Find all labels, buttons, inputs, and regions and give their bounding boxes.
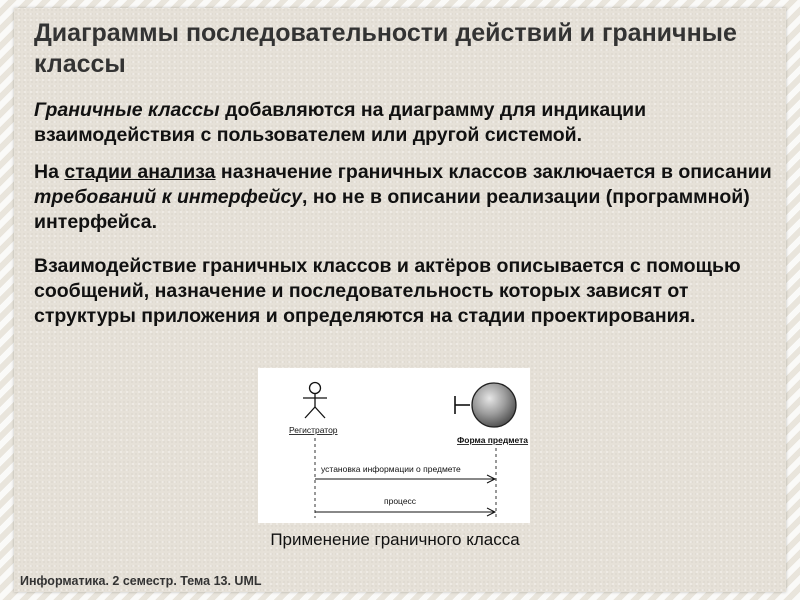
- actor-icon: [303, 383, 327, 419]
- paragraph-text: , но не в описании реализации (программной) интерфейса.: [34, 186, 750, 233]
- slide-title: Диаграммы последовательности действий и граничные классы: [34, 19, 737, 78]
- boundary-class-icon: [455, 383, 516, 427]
- paragraph-text: добавляются на диаграмму для индикации взаимодействия с пользователем или другой системой.: [34, 99, 647, 146]
- paragraph-analysis-stage: [34, 160, 774, 235]
- term-interface-requirements: требований к интерфейсу: [34, 186, 302, 208]
- paragraph-text: назначение граничных классов заключается в описании: [215, 161, 772, 183]
- term-analysis-stage: стадии анализа: [64, 161, 216, 183]
- sequence-diagram-figure: [258, 368, 530, 523]
- message-label-1: установка информации о предмете: [321, 464, 461, 474]
- sequence-diagram: [258, 368, 530, 523]
- slide-footer: Информатика. 2 семестр. Тема 13. UML: [20, 574, 262, 588]
- paragraph-interaction: Взаимодействие граничных классов и актёров описывается с помощью сообщений, назначение и последовательность которых зависят от структуры приложения и определяются на стадии проектирования.: [34, 255, 741, 327]
- message-arrow-2: [315, 508, 495, 516]
- slide: [14, 8, 786, 592]
- message-label-2: процесс: [384, 496, 417, 506]
- boundary-label: Форма предмета: [457, 435, 529, 445]
- paragraph-boundary-classes: [34, 98, 774, 148]
- paragraph-text: На: [34, 161, 65, 183]
- figure-caption: Применение граничного класса: [270, 530, 520, 549]
- actor-label: Регистратор: [289, 425, 338, 435]
- message-arrow-1: [315, 475, 495, 483]
- term-boundary-classes: Граничные классы: [34, 99, 220, 121]
